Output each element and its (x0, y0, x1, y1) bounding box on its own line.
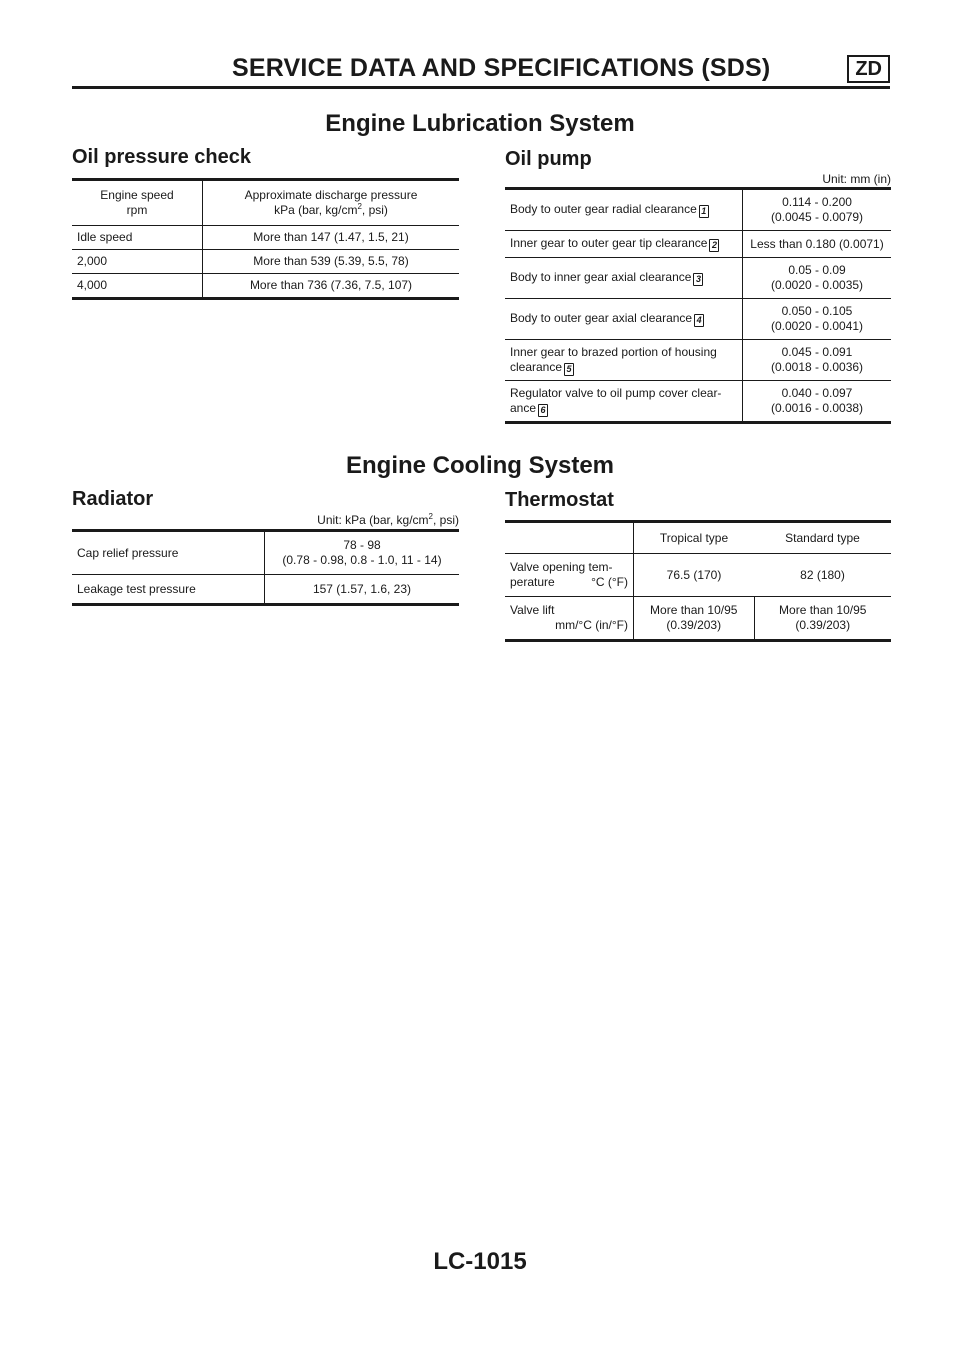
item-label: Inner gear to outer gear tip clearance (510, 236, 708, 250)
item-cell (505, 258, 743, 299)
table-row (505, 189, 891, 231)
table-row (505, 381, 891, 423)
item-label: Body to outer gear radial clearance (510, 202, 697, 216)
table-row (72, 226, 459, 250)
table-row (505, 340, 891, 381)
header-text: Engine speed (100, 188, 174, 202)
item-cell (505, 554, 634, 597)
value-metric: 0.050 - 0.105 (781, 304, 853, 318)
speed-cell: Idle speed (72, 226, 203, 250)
header-text: rpm (126, 203, 148, 217)
value-cell (743, 231, 892, 258)
table-row (505, 597, 891, 641)
value-metric: 0.05 - 0.09 (788, 263, 846, 277)
pressure-cell: More than 539 (5.39, 5.5, 78) (203, 250, 460, 274)
value-cell (743, 299, 892, 340)
oil-pump-unit: Unit: mm (in) (822, 172, 891, 186)
item-cell (505, 231, 743, 258)
value-metric: Less than 0.180 (0.0071) (750, 236, 884, 251)
value-metric: 78 - 98 (343, 538, 381, 552)
pressure-cell: More than 147 (1.47, 1.5, 21) (203, 226, 460, 250)
value-metric: 0.114 - 0.200 (782, 195, 852, 209)
value-line: More than 10/95 (650, 603, 738, 617)
table-row (505, 554, 891, 597)
value-imperial: (0.0016 - 0.0038) (770, 401, 864, 415)
item-label: Valve lift (510, 603, 555, 617)
value-cell (743, 381, 892, 423)
value-line: (0.39/203) (666, 618, 722, 632)
page-header (72, 52, 890, 89)
thermostat-title: Thermostat (505, 489, 614, 511)
oil-pressure-title: Oil pressure check (72, 146, 251, 168)
value-imperial: (0.0020 - 0.0035) (770, 278, 864, 292)
callout-number-icon: 3 (693, 273, 703, 286)
table-row (72, 531, 459, 575)
header-text: kPa (bar, $kg/cm^2$, psi) (274, 202, 388, 217)
table-row (505, 299, 891, 340)
item-label: Regulator valve to oil pump cover clear- (510, 385, 722, 400)
value-imperial: (0.0020 - 0.0041) (770, 319, 864, 333)
header-title: SERVICE DATA AND SPECIFICATIONS (SDS) (232, 54, 771, 82)
cooling-section-title: Engine Cooling System (345, 452, 615, 479)
item-label: Valve opening tem- (510, 560, 613, 574)
value-imperial: (0.0045 - 0.0079) (770, 210, 864, 224)
page-number: LC-1015 (433, 1248, 527, 1275)
value-metric: 0.045 - 0.091 (781, 345, 853, 359)
speed-cell: 2,000 (72, 250, 203, 274)
header-discharge-pressure (203, 180, 460, 226)
item-cell (505, 189, 743, 231)
oil-pump-title: Oil pump (505, 148, 592, 170)
value-cell: 157 (1.57, 1.6, 23) (312, 581, 412, 596)
item-cell (505, 381, 743, 423)
callout-number-icon: 1 (699, 205, 709, 218)
header-engine-speed (72, 180, 203, 226)
engine-code-badge: ZD (847, 55, 890, 83)
oil-pressure-table (72, 178, 459, 300)
callout-number-icon: 4 (694, 314, 704, 327)
value-imperial: (0.78 - 0.98, 0.8 - 1.0, 11 - 14) (282, 553, 442, 567)
radiator-title: Radiator (72, 488, 154, 510)
table-row (505, 231, 891, 258)
oil-pump-table (505, 187, 891, 424)
item-label: Body to outer gear axial clearance (510, 311, 693, 325)
pressure-cell: More than 736 (7.36, 7.5, 107) (249, 278, 413, 292)
value-cell (265, 531, 460, 575)
header-standard: Standard type (754, 522, 891, 554)
callout-number-icon: 2 (709, 239, 719, 252)
item-label-cont: ance 6 (510, 401, 737, 417)
table-header-row (72, 180, 459, 226)
value-metric: 0.040 - 0.097 (781, 386, 853, 400)
item-label: Body to inner gear axial clearance (510, 270, 692, 284)
value-cell (743, 258, 892, 299)
value-standard (754, 597, 891, 641)
item-cell (505, 597, 634, 641)
table-row (505, 258, 891, 299)
table-row (72, 250, 459, 274)
radiator-unit: Unit: kPa (bar, $kg/cm^2$, psi) (317, 512, 459, 527)
callout-number-icon: 5 (564, 363, 574, 376)
table-row (72, 274, 459, 299)
item-cell (505, 299, 743, 340)
header-tropical: Tropical type (634, 522, 755, 554)
thermostat-table (505, 520, 891, 642)
header-text: Approximate discharge pressure (244, 188, 418, 202)
speed-cell: 4,000 (72, 274, 203, 299)
value-line: More than 10/95 (779, 603, 867, 617)
table-header-row (505, 522, 891, 554)
value-cell (743, 340, 892, 381)
item-cell: Leakage test pressure (72, 575, 265, 605)
item-cell: Cap relief pressure (72, 531, 265, 575)
value-cell (743, 189, 892, 231)
value-line: (0.39/203) (795, 618, 851, 632)
item-label-cont: clearance 5 (510, 360, 737, 376)
radiator-table (72, 529, 459, 606)
item-label-cont: perature °C (°F) (510, 575, 628, 589)
callout-number-icon: 6 (538, 404, 548, 417)
item-cell (505, 340, 743, 381)
value-tropical: 76.5 (170) (634, 554, 755, 597)
value-standard: 82 (180) (754, 554, 891, 597)
header-empty (505, 522, 634, 554)
item-unit: mm/°C (in/°F) (555, 618, 628, 632)
value-tropical (634, 597, 755, 641)
lubrication-section-title: Engine Lubrication System (325, 110, 635, 137)
value-imperial: (0.0018 - 0.0036) (770, 360, 864, 374)
table-row (72, 575, 459, 605)
item-label: Inner gear to brazed portion of housing (510, 344, 717, 359)
